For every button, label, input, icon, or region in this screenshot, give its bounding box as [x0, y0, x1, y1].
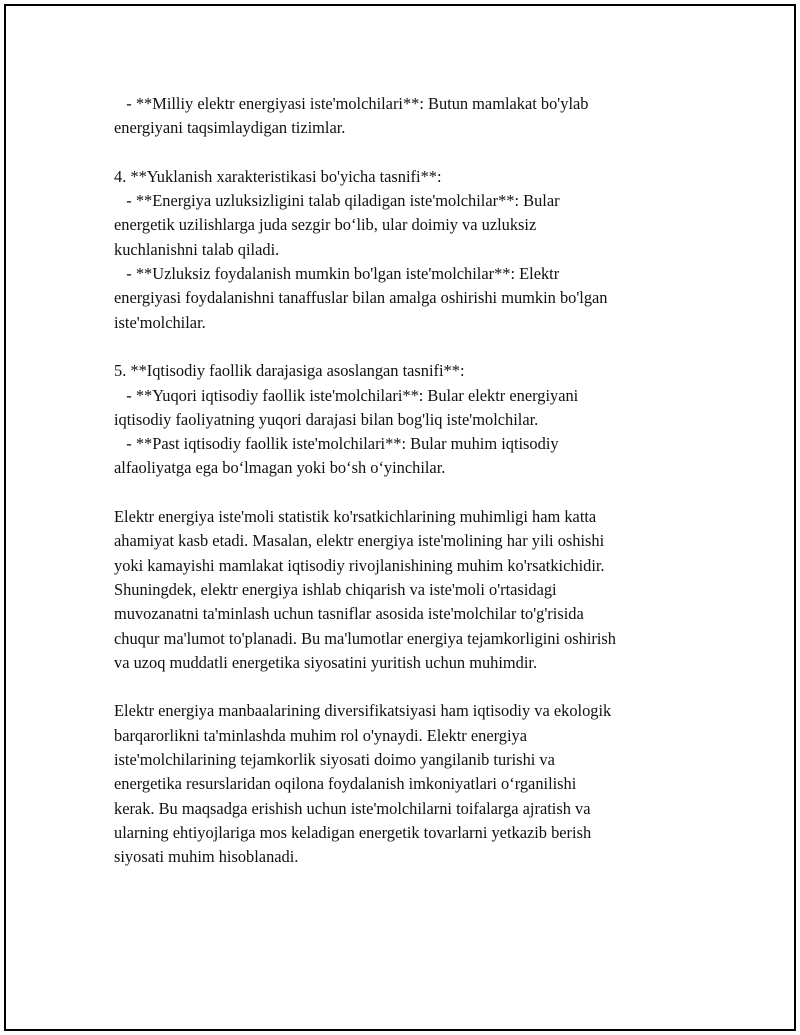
paragraph-gap: [114, 335, 694, 359]
paragraph-gap: [114, 481, 694, 505]
paragraph-load-classification: 4. **Yuklanish xarakteristikasi bo'yicha tasnifi**: - **Energiya uzluksizligini talab qiladigan iste'molchilar**: Bular energetik uzilishlarga juda sezgir bo‘lib, ular doimiy va uzluksiz kuchlanishni talab qiladi. - **Uzluksiz foydalanish mumkin bo'lgan iste'molchilar**: Elektr energiyasi foydalanishni tanaffuslar bilan amalga oshirishi mumkin bo'lgan iste'molchilar.: [114, 166, 608, 332]
paragraph-national-consumers: - **Milliy elektr energiyasi iste'molchilari**: Butun mamlakat bo'ylab energiyani taqsimlaydigan tizimlar.: [114, 94, 589, 138]
paragraph-gap: [114, 141, 694, 165]
paragraph-gap: [114, 675, 694, 699]
paragraph-economic-classification: 5. **Iqtisodiy faollik darajasiga asoslangan tasnifi**: - **Yuqori iqtisodiy faollik iste'molchilari**: Bular elektr energiyani iqtisodiy faoliyatning yuqori darajasi bilan bog'liq iste'molchilar. - **Past iqtisodiy faollik iste'molchilari**: Bular muhim iqtisodiy alfaoliyatga ega bo‘lmagan yoki bo‘sh o‘yinchilar.: [114, 361, 579, 478]
paragraph-diversification: Elektr energiya manbaalarining diversifikatsiyasi ham iqtisodiy va ekologik barqarorlikni ta'minlashda muhim rol o'ynaydi. Elektr energiya iste'molchilarining tejamkorlik siyosati doimo yangilanib turishi va energetika resurslaridan oqilona foydalanish imkoniyatlari o‘rganilishi kerak. Bu maqsadga erishish uchun iste'molchilarni toifalarga ajratish va ularning ehtiyojlariga mos keladigan energetik tovarlarni yetkazib berish siyosati muhim hisoblanadi.: [114, 701, 612, 867]
document-body: [114, 92, 694, 870]
paragraph-statistics-importance: Elektr energiya iste'moli statistik ko'rsatkichlarining muhimligi ham katta ahamiyat kasb etadi. Masalan, elektr energiya iste'molining har yili oshishi yoki kamayishi mamlakat iqtisodiy rivojlanishining muhim ko'rsatkichidir. Shuningdek, elektr energiya ishlab chiqarish va iste'moli o'rtasidagi muvozanatni ta'minlash uchun tasniflar asosida iste'molchilar to'g'risida chuqur ma'lumot to'planadi. Bu ma'lumotlar energiya tejamkorligini oshirish va uzoq muddatli energetika siyosatini yuritish uchun muhimdir.: [114, 507, 617, 672]
